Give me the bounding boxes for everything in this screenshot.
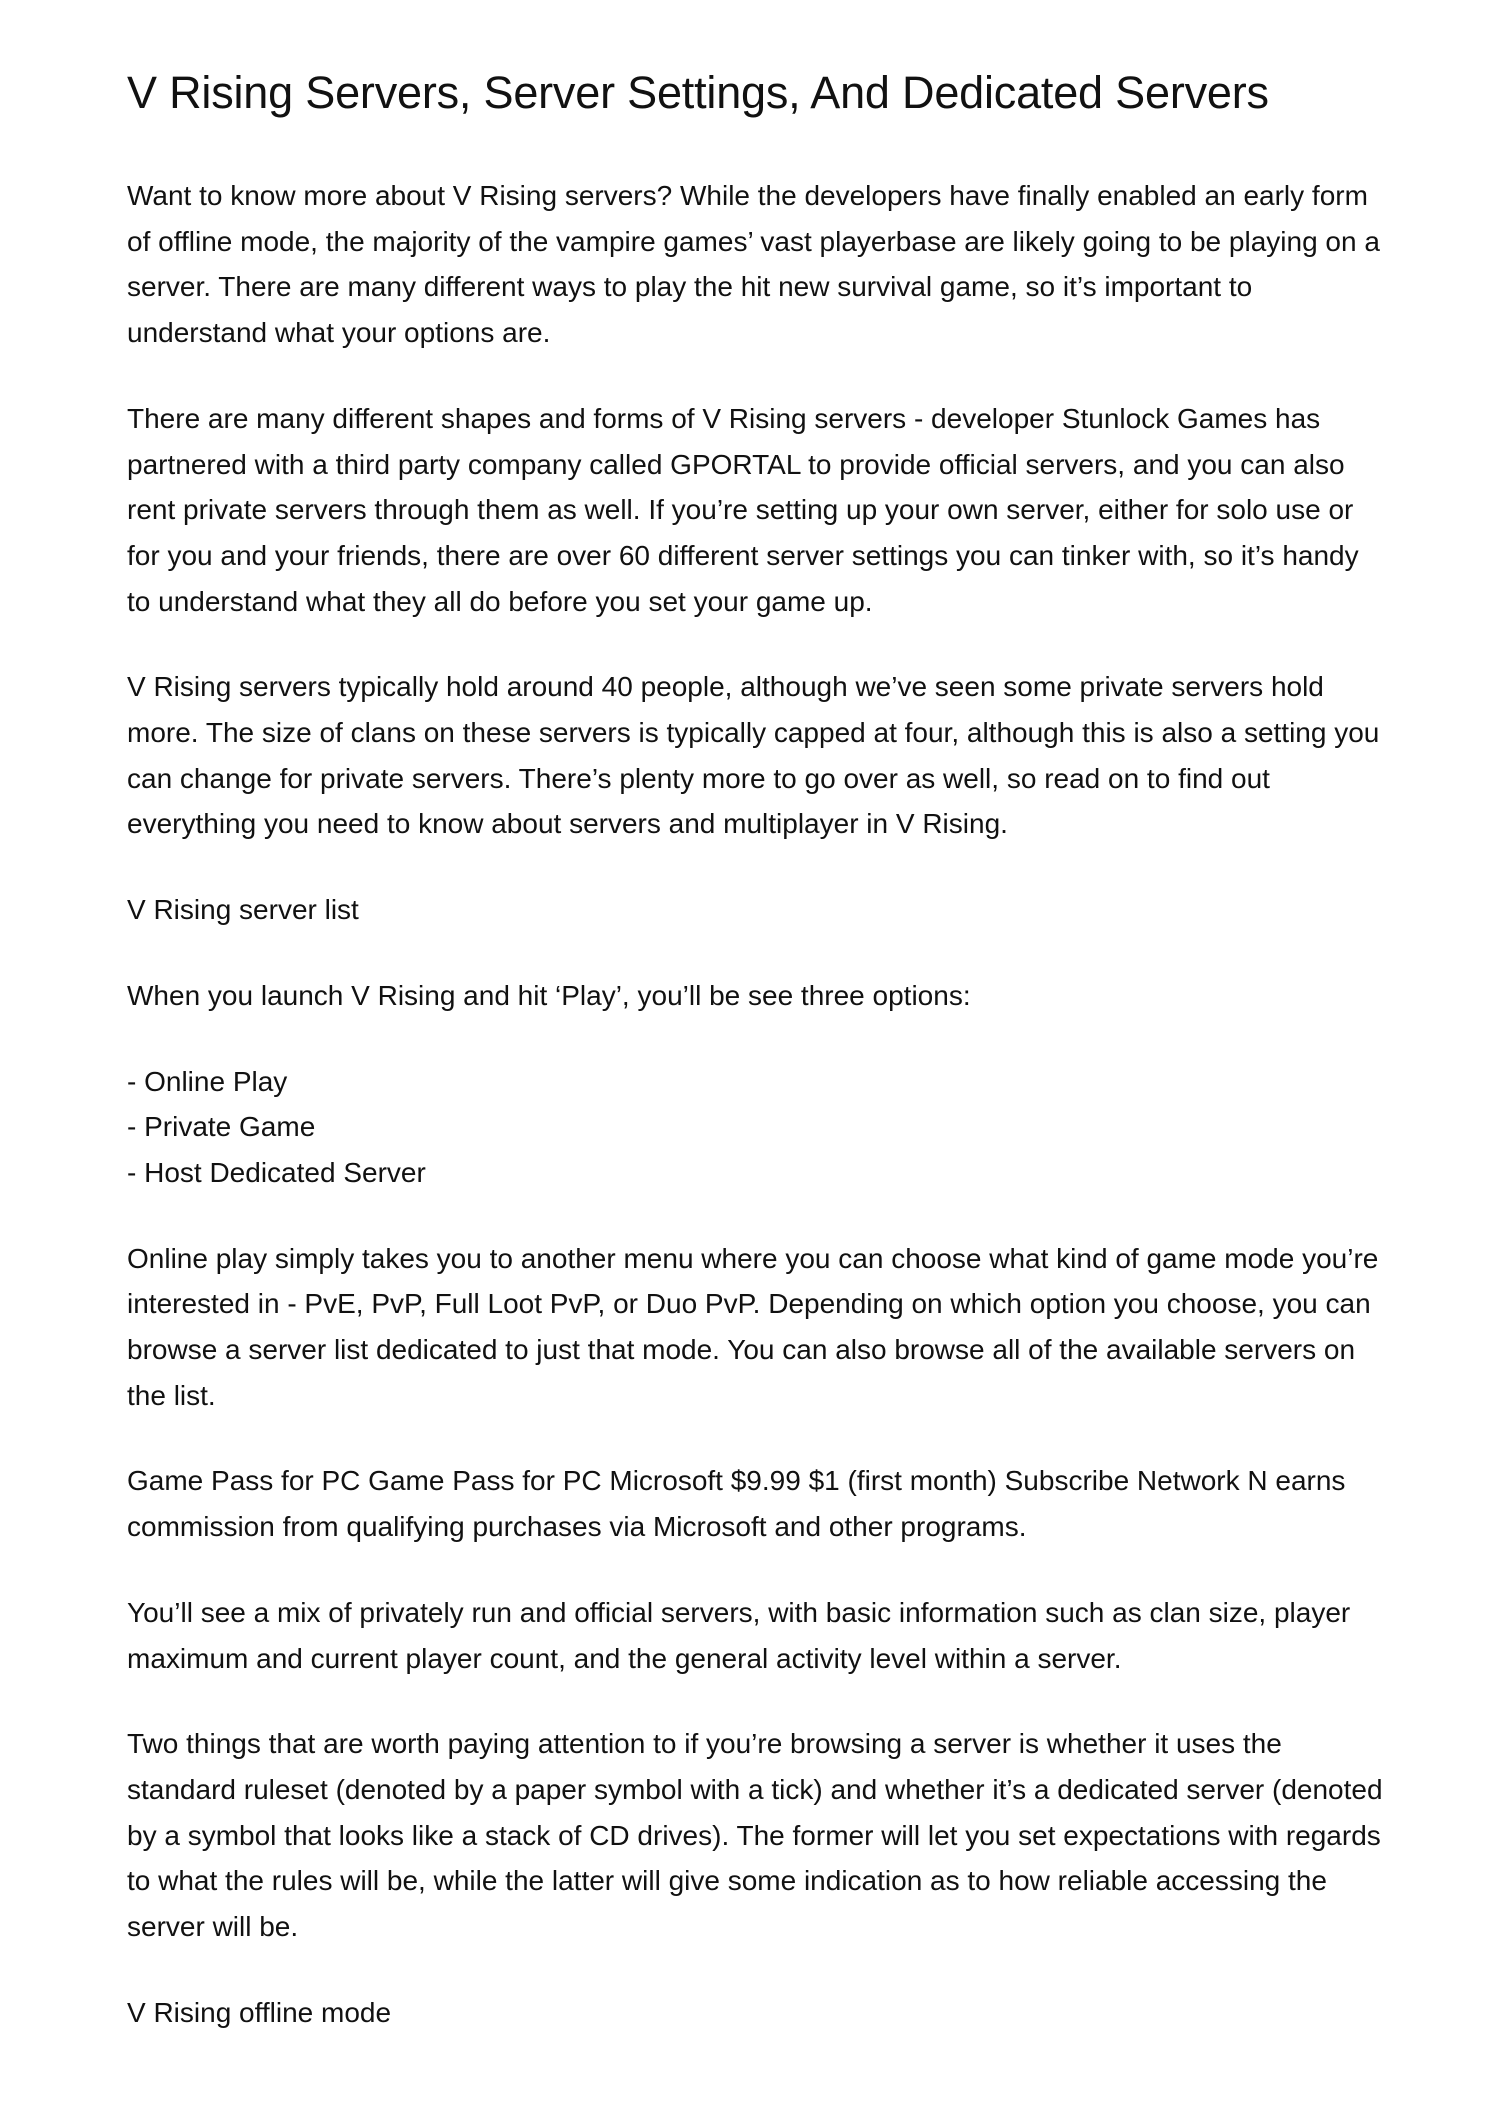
paragraph-intro: Want to know more about V Rising servers? While the developers have finally enabled an early form of offline mode, the majority of the vampire games’ vast playerbase are likely going to be playing on a server. There are many different ways to play the hit new survival game, so it’s important to understand what your options are. [127,180,1380,349]
options-list [127,1059,1387,1196]
paragraph-server-mix: You’ll see a mix of privately run and official servers, with basic information such as clan size, player maximum and current player count, and the general activity level within a server. [127,1596,1351,1674]
paragraph-online-play: Online play simply takes you to another menu where you can choose what kind of game mode you’re interested in - PvE, PvP, Full Loot PvP, or Duo PvP. Depending on which option you choose, you can browse a server list dedicated to just that mode. You can also browse all of the available servers on the list. [127,1242,1379,1411]
page-title: V Rising Servers, Server Settings, And Dedicated Servers [127,67,1269,118]
paragraph-ruleset: Two things that are worth paying attention to if you’re browsing a server is whether it uses the standard ruleset (denoted by a paper symbol with a tick) and whether it’s a dedicated server (denoted by a symbol that looks like a stack of CD drives). The former will let you set expectations with regards to what the rules will be, while the latter will give some indication as to how reliable accessing the server will be. [127,1728,1383,1943]
paragraph-server-size: V Rising servers typically hold around 40 people, although we’ve seen some private servers hold more. The size of clans on these servers is typically capped at four, although this is also a setting you can change for private servers. There’s plenty more to go over as well, so read on to find out everything you need to know about servers and multiplayer in V Rising. [127,671,1380,840]
paragraph-launch: When you launch V Rising and hit ‘Play’, you’ll be see three options: [127,979,971,1011]
option-private-game: - Private Game [127,1111,316,1143]
option-online-play: - Online Play [127,1065,288,1097]
option-host-dedicated-server: - Host Dedicated Server [127,1156,426,1188]
paragraph-game-pass-ad: Game Pass for PC Game Pass for PC Microsoft $9.99 $1 (first month) Subscribe Network N earns commission from qualifying purchases via Microsoft and other programs. [127,1465,1346,1543]
document [127,64,1387,2076]
paragraph-server-types: There are many different shapes and forms of V Rising servers - developer Stunlock Games has partnered with a third party company called GPORTAL to provide official servers, and you can also rent private servers through them as well. If you’re setting up your own server, either for solo use or for you and your friends, there are over 60 different server settings you can tinker with, so it’s handy to understand what they all do before you set your game up. [127,402,1359,617]
heading-offline-mode: V Rising offline mode [127,1996,392,2028]
heading-server-list: V Rising server list [127,894,359,926]
